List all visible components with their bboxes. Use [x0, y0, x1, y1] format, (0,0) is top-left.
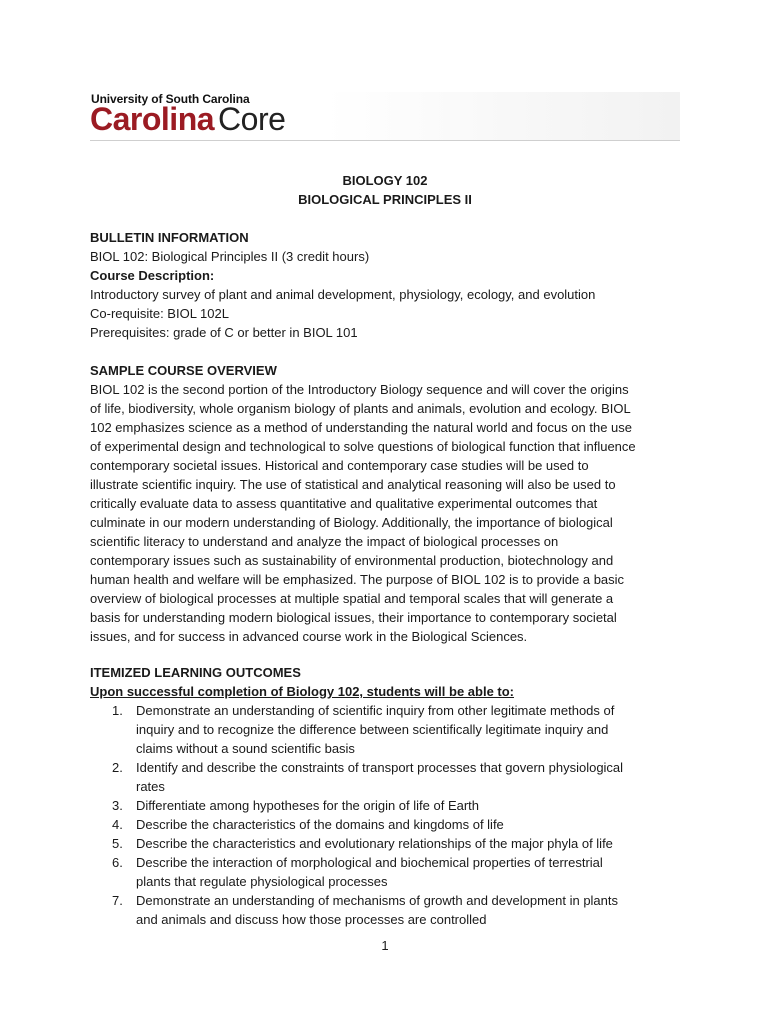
- outcome-number: 4.: [112, 817, 123, 832]
- outcome-line: inquiry and to recognize the difference between scientifically legitimate inquiry and: [136, 722, 609, 737]
- outcome-number: 1.: [112, 703, 123, 718]
- corequisite: Co-requisite: BIOL 102L: [90, 306, 229, 321]
- overview-line: human health and welfare will be emphasized. The purpose of BIOL 102 is to provide a basic: [90, 572, 625, 587]
- overview-line: BIOL 102 is the second portion of the Introductory Biology sequence and will cover the origins: [90, 382, 629, 397]
- overview-line: issues, and for success in advanced course work in the Biological Sciences.: [90, 629, 528, 644]
- outcome-line: Describe the characteristics of the domains and kingdoms of life: [136, 817, 504, 832]
- outcome-item: [90, 815, 680, 834]
- outcome-line: claims without a sound scientific basis: [136, 741, 355, 756]
- outcome-number: 7.: [112, 893, 123, 908]
- overview-line: culminate in our modern understanding of Biology. Additionally, the importance of biological: [90, 515, 613, 530]
- logo-core: Core: [218, 101, 286, 137]
- overview-line: overview of biological processes at multiple spatial and temporal scales that will generate a: [90, 591, 614, 606]
- outcome-line: rates: [136, 779, 165, 794]
- carolina-core-logo: [90, 92, 680, 142]
- outcome-item: [90, 853, 680, 891]
- overview-heading: SAMPLE COURSE OVERVIEW: [90, 363, 277, 378]
- outcome-line: Demonstrate an understanding of mechanisms of growth and development in plants: [136, 893, 619, 908]
- outcomes-section: [90, 663, 680, 929]
- outcome-item: [90, 758, 680, 796]
- course-title: [90, 171, 680, 209]
- outcome-line: Demonstrate an understanding of scientific inquiry from other legitimate methods of: [136, 703, 615, 718]
- outcome-number: 6.: [112, 855, 123, 870]
- outcomes-intro: Upon successful completion of Biology 102, students will be able to:: [90, 684, 515, 699]
- outcome-item: [90, 701, 680, 758]
- overview-line: critically evaluate data to assess quantitative and qualitative experimental outcomes that: [90, 496, 598, 511]
- outcomes-heading: ITEMIZED LEARNING OUTCOMES: [90, 665, 301, 680]
- outcome-line: plants that regulate physiological processes: [136, 874, 388, 889]
- overview-line: of experimental design and technological to solve questions of biological function that influence: [90, 439, 636, 454]
- overview-line: basis for understanding modern biological issues, their importance to contemporary societal: [90, 610, 617, 625]
- logo-background-shade: [325, 92, 680, 140]
- overview-line: contemporary societal issues. Historical and contemporary case studies will be used to: [90, 458, 589, 473]
- bulletin-heading: BULLETIN INFORMATION: [90, 230, 249, 245]
- outcome-line: and animals and discuss how those processes are controlled: [136, 912, 487, 927]
- overview-section: [90, 361, 680, 646]
- logo-university-name: University of South Carolina: [91, 92, 250, 106]
- logo-wordmark: [90, 101, 285, 137]
- overview-line: contemporary issues such as sustainability of environmental production, biotechnology and: [90, 553, 614, 568]
- course-title-line-2: BIOLOGICAL PRINCIPLES II: [298, 192, 472, 207]
- course-description-label: Course Description:: [90, 268, 215, 283]
- bulletin-course: BIOL 102: Biological Principles II (3 credit hours): [90, 249, 370, 264]
- outcome-item: [90, 834, 680, 853]
- course-title-line-1: BIOLOGY 102: [342, 173, 428, 188]
- overview-line: 102 emphasizes science as a method of understanding the natural world and focus on the use: [90, 420, 633, 435]
- outcome-number: 2.: [112, 760, 123, 775]
- outcome-number: 3.: [112, 798, 123, 813]
- outcome-line: Identify and describe the constraints of transport processes that govern physiological: [136, 760, 624, 775]
- outcome-item: [90, 891, 680, 929]
- outcome-line: Differentiate among hypotheses for the origin of life of Earth: [136, 798, 480, 813]
- overview-line: illustrate scientific inquiry. The use of statistical and analytical reasoning will also be used to: [90, 477, 616, 492]
- outcome-number: 5.: [112, 836, 123, 851]
- course-description: Introductory survey of plant and animal development, physiology, ecology, and evolution: [90, 287, 596, 302]
- outcome-line: Describe the interaction of morphological and biochemical properties of terrestrial: [136, 855, 603, 870]
- page-number: 1: [381, 938, 389, 953]
- prerequisites: Prerequisites: grade of C or better in BIOL 101: [90, 325, 358, 340]
- overview-line: of life, biodiversity, whole organism biology of plants and animals, evolution and ecology. BIOL: [90, 401, 631, 416]
- outcome-item: [90, 796, 680, 815]
- outcome-line: Describe the characteristics and evolutionary relationships of the major phyla of life: [136, 836, 613, 851]
- bulletin-section: [90, 228, 680, 342]
- logo-carolina: Carolina: [90, 101, 215, 137]
- overview-line: scientific literacy to understand and analyze the impact of biological processes on: [90, 534, 559, 549]
- header-divider: [90, 140, 680, 141]
